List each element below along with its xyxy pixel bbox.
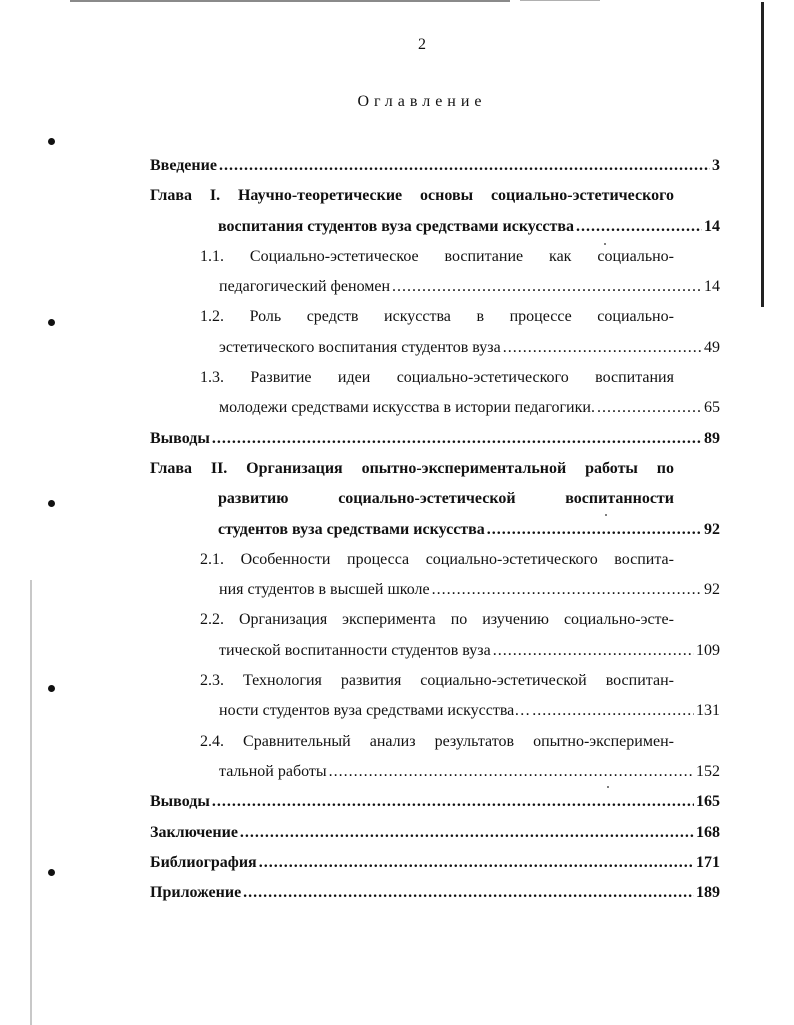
toc-entry-text: Заключение (150, 823, 238, 841)
toc-entry-section-1-3[interactable] (150, 393, 720, 423)
toc-entry-appendix[interactable] (150, 878, 720, 908)
toc-entry-section-2-4-line1[interactable] (150, 727, 720, 757)
dot-leader (243, 878, 694, 908)
toc-entry-page: 14 (704, 278, 720, 296)
toc-word: воспитания (595, 369, 674, 387)
punch-hole-mark (48, 685, 55, 692)
toc-word: Сравнительный (243, 732, 351, 750)
toc-entry-page: 189 (696, 884, 720, 902)
dot-leader (212, 424, 702, 454)
toc-entry-section-2-1[interactable] (150, 575, 720, 605)
toc-entry-text: ния студентов в высшей школе (219, 581, 430, 599)
toc-word: Социально-эстетическое (249, 247, 419, 265)
toc-entry-section-1-2[interactable] (150, 333, 720, 363)
toc-word: I. (209, 187, 221, 205)
toc-entry-text: Выводы (150, 793, 210, 811)
toc-word: Организация (238, 611, 328, 629)
toc-entry-section-1-1[interactable] (150, 272, 720, 302)
toc-word: Роль (249, 308, 282, 326)
toc-entry-page: 14 (704, 217, 720, 235)
dot-leader (329, 757, 694, 787)
toc-entry-text: воспитания студентов вуза средствами искусства (218, 217, 575, 235)
toc-word: процесса (347, 550, 410, 568)
toc-word: Научно-теоретические (237, 187, 403, 205)
dot-leader (432, 575, 702, 605)
toc-word: опытно-эксперимен- (533, 732, 674, 750)
dot-leader (259, 848, 694, 878)
toc-word: 1.2. (200, 308, 224, 326)
scan-edge-left (30, 580, 32, 1025)
toc-entry-text: Библиография (150, 853, 257, 871)
toc-entry-text: эстетического воспитания студентов вуза (219, 338, 501, 356)
toc-word: социально-эстетической (420, 672, 587, 690)
dot-leader (392, 272, 702, 302)
dot-leader (219, 151, 710, 181)
toc-word: эксперимента (342, 611, 436, 629)
toc-word: воспита- (614, 550, 674, 568)
toc-word: изучению (482, 611, 549, 629)
toc-word: 2.2. (200, 611, 224, 629)
toc-entry-page: 165 (696, 793, 720, 811)
scan-edge-top-right (520, 0, 600, 1)
toc-entry-page: 171 (696, 853, 720, 871)
toc-word: развития (340, 672, 402, 690)
toc-entry-conclusions-2[interactable] (150, 787, 720, 817)
toc-title: Оглавление (357, 93, 487, 110)
toc-word: 1.3. (200, 369, 224, 387)
toc-word: 2.4. (200, 732, 224, 750)
toc-word: социально- (597, 308, 674, 326)
toc-entry-chapter-2-line1[interactable] (150, 454, 720, 484)
dot-leader (212, 787, 694, 817)
dot-leader (597, 393, 702, 423)
toc-word: социально- (597, 247, 674, 265)
toc-entry-page: 92 (704, 520, 720, 538)
toc-entry-text: ности студентов вуза средствами искусства… (219, 702, 531, 720)
toc-entry-section-2-3-line1[interactable] (150, 666, 720, 696)
toc-entry-conclusion[interactable] (150, 818, 720, 848)
page-number: 2 (418, 36, 426, 53)
toc-entry-text: тальной работы (219, 762, 327, 780)
toc-entry-page: 49 (704, 338, 720, 356)
toc-word: развитию (218, 490, 289, 508)
toc-word: Глава (150, 459, 192, 477)
toc-word: результатов (434, 732, 515, 750)
toc-word: 1.1. (200, 247, 224, 265)
punch-hole-mark (48, 319, 55, 326)
toc-entry-section-2-4[interactable] (150, 757, 720, 787)
toc-entry-chapter-1-line1[interactable] (150, 181, 720, 211)
toc-word: 2.3. (200, 672, 224, 690)
dot-leader (240, 818, 694, 848)
toc-word: социально-эстетического (396, 369, 569, 387)
toc-word: по (450, 611, 468, 629)
toc-word: идеи (337, 369, 371, 387)
toc-entry-chapter-2[interactable] (150, 515, 720, 545)
punch-hole-mark (48, 869, 55, 876)
toc-entry-page: 3 (712, 157, 720, 174)
table-of-contents (150, 151, 720, 908)
toc-entry-text: Приложение (150, 884, 242, 902)
toc-word: II. (210, 459, 228, 477)
toc-word: работы (585, 459, 638, 477)
toc-entry-bibliography[interactable] (150, 848, 720, 878)
toc-word: воспитанности (565, 490, 674, 508)
toc-word: Организация (246, 459, 343, 477)
toc-word: процессе (509, 308, 572, 326)
punch-hole-mark (48, 500, 55, 507)
toc-word: Технология (242, 672, 322, 690)
toc-entry-page: 89 (704, 429, 720, 447)
toc-entry-text: студентов вуза средствами искусства (218, 520, 485, 538)
dot-leader (487, 515, 702, 545)
toc-word: в (476, 308, 485, 326)
toc-word: искусства (384, 308, 451, 326)
dot-leader (532, 696, 694, 726)
toc-entry-conclusions-1[interactable] (150, 424, 720, 454)
toc-entry-page: 92 (704, 581, 720, 599)
toc-word: социально-эстетической (338, 490, 516, 508)
toc-entry-section-2-2[interactable] (150, 636, 720, 666)
toc-word: Развитие (250, 369, 312, 387)
toc-entry-section-1-1-line1[interactable] (150, 242, 720, 272)
toc-entry-section-1-3-line1[interactable] (150, 363, 720, 393)
toc-entry-page: 131 (696, 702, 720, 720)
toc-entry-introduction[interactable] (150, 151, 720, 181)
toc-word: социально-эстетического (425, 550, 598, 568)
toc-word: анализ (369, 732, 416, 750)
toc-entry-text: молодежи средствами искусства в истории педагогики. (219, 399, 595, 417)
toc-word: Глава (150, 187, 192, 205)
toc-word: воспитан- (605, 672, 674, 690)
toc-entry-page: 152 (696, 762, 720, 780)
toc-entry-text: педагогический феномен (219, 278, 391, 296)
toc-entry-section-2-1-line1[interactable] (150, 545, 720, 575)
toc-word: воспитание (444, 247, 524, 265)
toc-word: социально-эсте- (563, 611, 674, 629)
toc-word: по (656, 459, 674, 477)
punch-hole-mark (48, 138, 55, 145)
toc-word: основы (420, 187, 474, 205)
toc-entry-text: тической воспитанности студентов вуза (219, 641, 491, 659)
toc-word: опытно-экспериментальной (361, 459, 567, 477)
toc-word: социально-эстетического (490, 187, 674, 205)
toc-entry-text: Выводы (150, 429, 210, 447)
toc-entry-page: 65 (704, 399, 720, 417)
toc-entry-page: 109 (696, 641, 720, 659)
toc-entry-chapter-2-line2[interactable] (150, 484, 720, 514)
toc-entry-section-2-3[interactable] (150, 696, 720, 726)
toc-entry-section-1-2-line1[interactable] (150, 302, 720, 332)
dot-leader (576, 212, 702, 242)
toc-word: Особенности (240, 550, 331, 568)
dot-leader (503, 333, 702, 363)
toc-word: средств (306, 308, 359, 326)
toc-entry-page: 168 (696, 823, 720, 841)
dot-leader (493, 636, 694, 666)
toc-entry-section-2-2-line1[interactable] (150, 605, 720, 635)
toc-entry-chapter-1[interactable] (150, 212, 720, 242)
toc-word: 2.1. (200, 550, 224, 568)
toc-entry-text: Введение (150, 157, 217, 174)
scan-edge-top (70, 0, 510, 2)
toc-word: как (549, 247, 572, 265)
